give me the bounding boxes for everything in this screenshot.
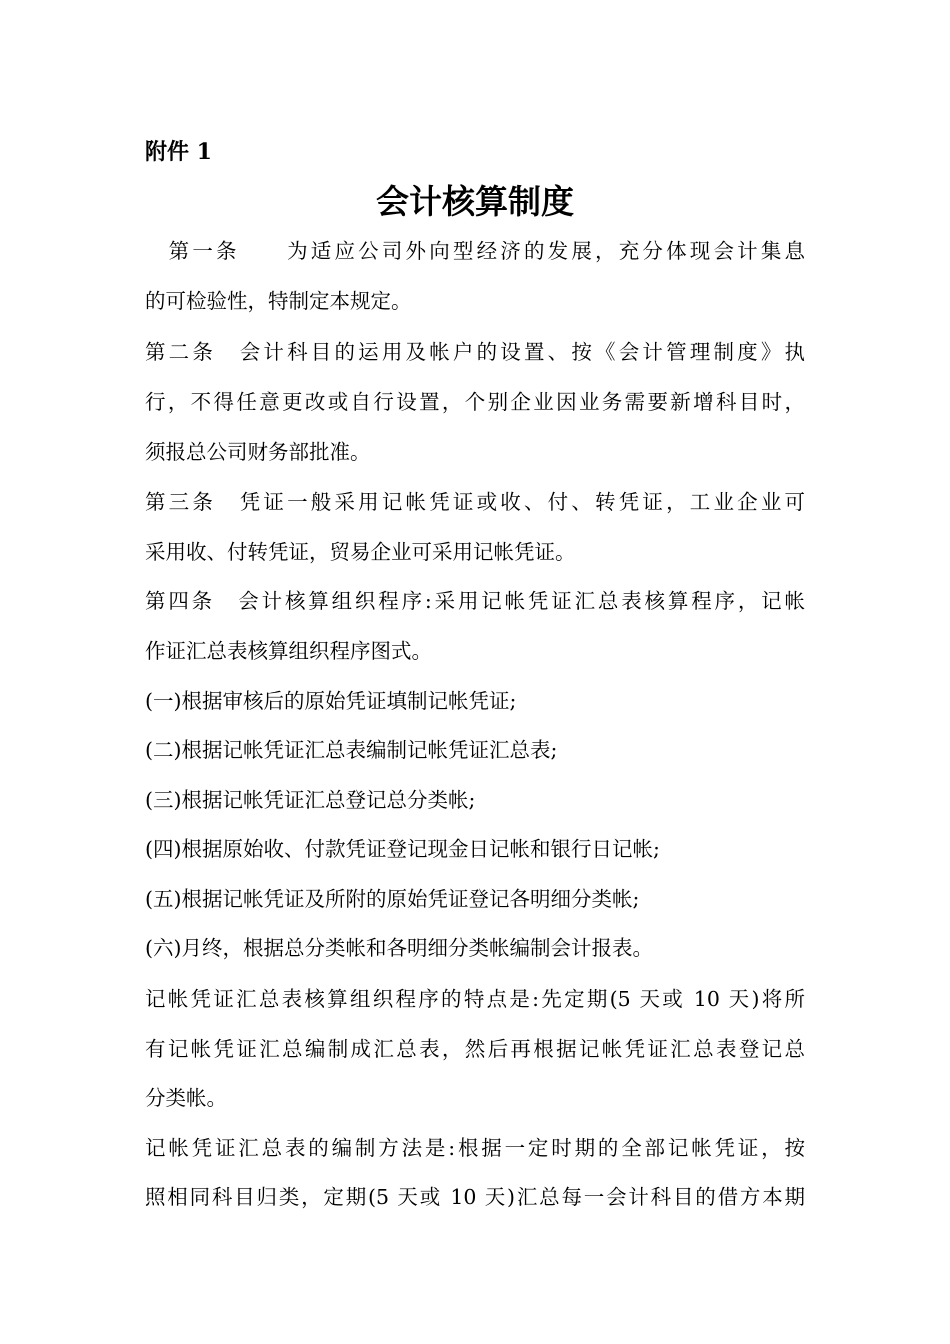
article-3-line-2: 采用收、付转凭证，贸易企业可采用记帐凭证。 [145,540,576,564]
article-2-line-2: 行，不得任意更改或自行设置，个别企业因业务需要新增科目时， [145,390,805,414]
method-paragraph-line-1: 记帐凭证汇总表的编制方法是:根据一定时期的全部记帐凭证，按 [145,1136,805,1160]
document-title: 会计核算制度 [376,182,574,221]
list-item-1: (一)根据审核后的原始凭证填制记帐凭证; [145,689,517,713]
article-4-line-2: 作证汇总表核算组织程序图式。 [145,639,432,663]
list-item-2: (二)根据记帐凭证汇总表编制记帐凭证汇总表; [145,738,558,762]
article-1-line-2: 的可检验性，特制定本规定。 [145,289,412,313]
article-2-line-3: 须报总公司财务部批准。 [145,440,371,464]
attachment-label: 附件 1 [145,139,212,165]
feature-paragraph-line-3: 分类帐。 [145,1086,227,1110]
method-paragraph-line-2: 照相同科目归类，定期(5 天或 10 天)汇总每一会计科目的借方本期 [145,1185,805,1209]
feature-paragraph-line-1: 记帐凭证汇总表核算组织程序的特点是:先定期(5 天或 10 天)将所 [145,987,805,1011]
article-4-line-1: 第四条 会计核算组织程序:采用记帐凭证汇总表核算程序，记帐 [145,589,805,613]
article-3-line-1: 第三条 凭证一般采用记帐凭证或收、付、转凭证，工业企业可 [145,490,805,514]
list-item-6: (六)月终，根据总分类帐和各明细分类帐编制会计报表。 [145,936,653,960]
list-item-4: (四)根据原始收、付款凭证登记现金日记帐和银行日记帐; [145,837,660,861]
list-item-3: (三)根据记帐凭证汇总登记总分类帐; [145,788,476,812]
list-item-5: (五)根据记帐凭证及所附的原始凭证登记各明细分类帐; [145,887,640,911]
article-2-line-1: 第二条 会计科目的运用及帐户的设置、按《会计管理制度》执 [145,340,805,364]
article-1-line-1: 第一条 为适应公司外向型经济的发展，充分体现会计集息 [145,239,805,263]
feature-paragraph-line-2: 有记帐凭证汇总编制成汇总表，然后再根据记帐凭证汇总表登记总 [145,1037,805,1061]
